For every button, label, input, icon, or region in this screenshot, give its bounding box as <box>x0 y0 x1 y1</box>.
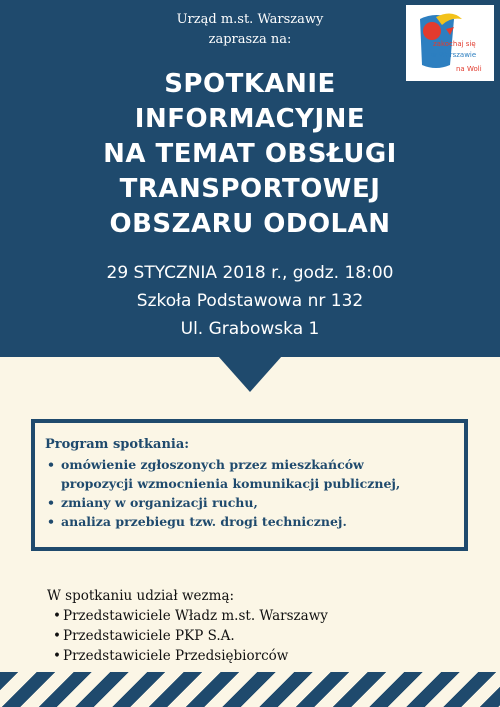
program-item <box>45 512 454 531</box>
title-line: INFORMACYJNE <box>134 104 366 134</box>
participants-heading: W spotkaniu udział wezmą: <box>47 588 235 604</box>
inviter-line: Urząd m.st. Warszawy <box>176 12 324 27</box>
decorative-stripes <box>0 672 500 707</box>
program-item-line: zmiany w organizacji ruchu, <box>61 495 258 510</box>
participants-block <box>47 586 467 666</box>
bullet-icon: • <box>53 608 61 624</box>
title-line: NA TEMAT OBSŁUGI <box>103 139 397 169</box>
header-pointer <box>218 356 282 392</box>
logo-text-line2: w Warszawie <box>431 51 477 59</box>
bullet-icon: • <box>53 628 61 644</box>
program-item-line: omówienie zgłoszonych przez mieszkańców <box>61 457 364 472</box>
participant-item <box>47 646 467 666</box>
program-item <box>45 493 454 512</box>
bullet-icon: • <box>47 457 55 472</box>
bullet-icon: • <box>53 648 61 664</box>
event-details <box>0 259 500 343</box>
participant-item <box>47 626 467 646</box>
program-item-line: propozycji wzmocnienia komunikacji publicznej, <box>61 476 401 491</box>
title-line: SPOTKANIE <box>164 69 336 99</box>
title-line: TRANSPORTOWEJ <box>119 174 381 204</box>
logo-text-line3: na Woli <box>456 65 482 73</box>
participant-label: Przedstawiciele PKP S.A. <box>63 628 235 644</box>
program-heading: Program spotkania: <box>45 437 190 452</box>
event-place: Szkoła Podstawowa nr 132 <box>136 291 364 311</box>
bullet-icon: • <box>47 495 55 510</box>
bullet-icon: • <box>47 514 55 529</box>
event-address: Ul. Grabowska 1 <box>180 319 320 339</box>
program-list <box>45 455 454 531</box>
inviter-invite-line: zaprasza na: <box>208 32 292 47</box>
participants-list <box>47 606 467 666</box>
event-date-time: 29 STYCZNIA 2018 r., godz. 18:00 <box>106 263 394 283</box>
program-box <box>31 419 468 551</box>
participant-label: Przedstawiciele Władz m.st. Warszawy <box>63 608 328 624</box>
program-item <box>45 455 454 493</box>
participant-item <box>47 606 467 626</box>
program-item-line: analiza przebiegu tzw. drogi technicznej. <box>61 514 347 529</box>
logo-text-line1: zakochaj się <box>433 40 476 48</box>
participant-label: Przedstawiciele Przedsiębiorców <box>63 648 289 664</box>
title-line: OBSZARU ODOLAN <box>109 209 391 239</box>
event-title <box>0 67 500 242</box>
